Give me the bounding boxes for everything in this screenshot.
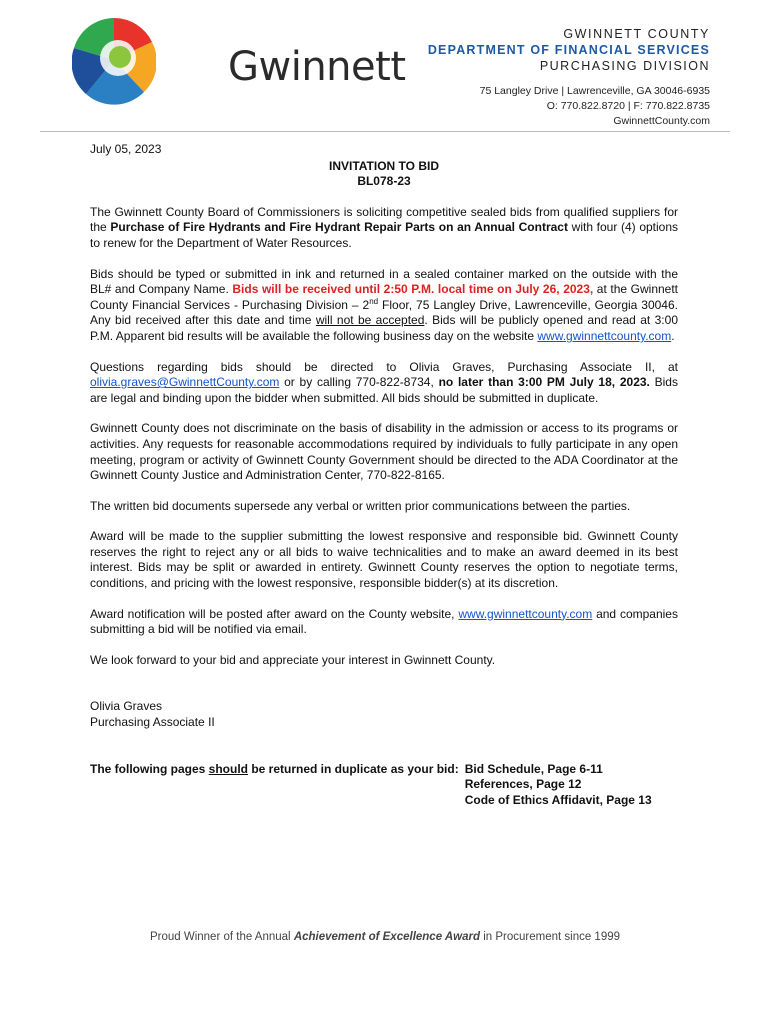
return-item: Bid Schedule, Page 6-11 [464,761,603,776]
letter-body [90,142,678,808]
signature-block [90,699,678,730]
address-line: 75 Langley Drive | Lawrenceville, GA 30046-6935 [479,85,710,97]
return-item: References, Page 12 [464,777,582,792]
county-name: GWINNETT COUNTY [563,27,710,41]
department-header [428,26,710,129]
paragraph-closing: We look forward to your bid and appreciate your interest in Gwinnett County. [90,652,496,667]
department-name: DEPARTMENT OF FINANCIAL SERVICES [427,43,710,57]
signer-title: Purchasing Associate II [90,715,215,730]
paragraph-supersede: The written bid documents supersede any verbal or written prior communications between the parties. [90,498,631,513]
return-list [465,762,652,809]
return-item: Code of Ethics Affidavit, Page 13 [464,792,652,807]
header-divider [40,131,730,132]
logo-text: Gwinnett [228,44,406,90]
paragraph-notification: Award notification will be posted after award on the County website, www.gwinnettcounty.com and companies submitting a bid will be notified via email. [90,606,678,637]
return-pages [90,762,678,809]
website-link[interactable]: www.gwinnettcounty.com [537,328,672,343]
website-link-2[interactable]: www.gwinnettcounty.com [458,606,593,621]
email-link[interactable]: olivia.graves@GwinnettCounty.com [90,375,280,390]
letter-title: INVITATION TO BID [329,158,439,173]
gwinnett-logo-icon [72,14,156,106]
gwinnett-logo [72,14,406,114]
paragraph-deadline: Bids should be typed or submitted in ink and returned in a sealed container marked on the outside with the BL# and Company Name. Bids will be received until 2:50 P.M. local time on July 26, 2023, at the Gwinnett County Financial Services - Purchasing Division – 2nd Floor, 75 Langley Drive, Lawrenceville, Georgia 30046. Any bid received after this date and time will not be accepted. Bids will be publicly opened and read at 3:00 P.M. Apparent bid results will be available the following business day on the website www.gwinnettcounty.com. [90,266,679,343]
bid-number: BL078-23 [357,174,411,189]
return-label: The following pages should be returned in duplicate as your bid: [90,761,459,776]
division-name: PURCHASING DIVISION [539,59,710,73]
deadline-text: Bids will be received until 2:50 P.M. local time on July 26, 2023, [232,282,594,297]
header-website: GwinnettCounty.com [613,115,710,127]
paragraph-award: Award will be made to the supplier submitting the lowest responsive and responsible bid. Gwinnett County reserves the right to reject any or all bids to waive technicalities and to make an award deemed in its best interest. Bids may be split or awarded in entirety. Gwinnett County reserves the option to negotiate terms, conditions, and pricing with the lowest responsive, responsible bidder(s) at its discretion. [90,529,678,591]
footer: Proud Winner of the Annual Achievement of Excellence Award in Procurement since 1999 [149,931,621,943]
phone-line: O: 770.822.8720 | F: 770.822.8735 [546,100,710,112]
signer-name: Olivia Graves [90,699,163,714]
paragraph-intro: The Gwinnett County Board of Commissioners is soliciting competitive sealed bids from qualified suppliers for the Purchase of Fire Hydrants and Fire Hydrant Repair Parts on an Annual Contract with four (4) options to renew for the Department of Water Resources. [90,204,679,250]
letter-date: July 05, 2023 [90,142,162,156]
paragraph-questions: Questions regarding bids should be directed to Olivia Graves, Purchasing Associate II, at olivia.graves@GwinnettCounty.com or by calling 770-822-8734, no later than 3:00 PM July 18, 2023. Bids are legal and binding upon the bidder when submitted. All bids should be submitted in duplicate. [90,359,678,405]
paragraph-ada: Gwinnett County does not discriminate on the basis of disability in the admission or access to its programs or activities. Any requests for reasonable accommodations required by individuals to fully participate in any open meeting, program or activity of Gwinnett County Government should be directed to the ADA Coordinator at the Gwinnett County Justice and Administration Center, 770-822-8165. [90,421,678,483]
